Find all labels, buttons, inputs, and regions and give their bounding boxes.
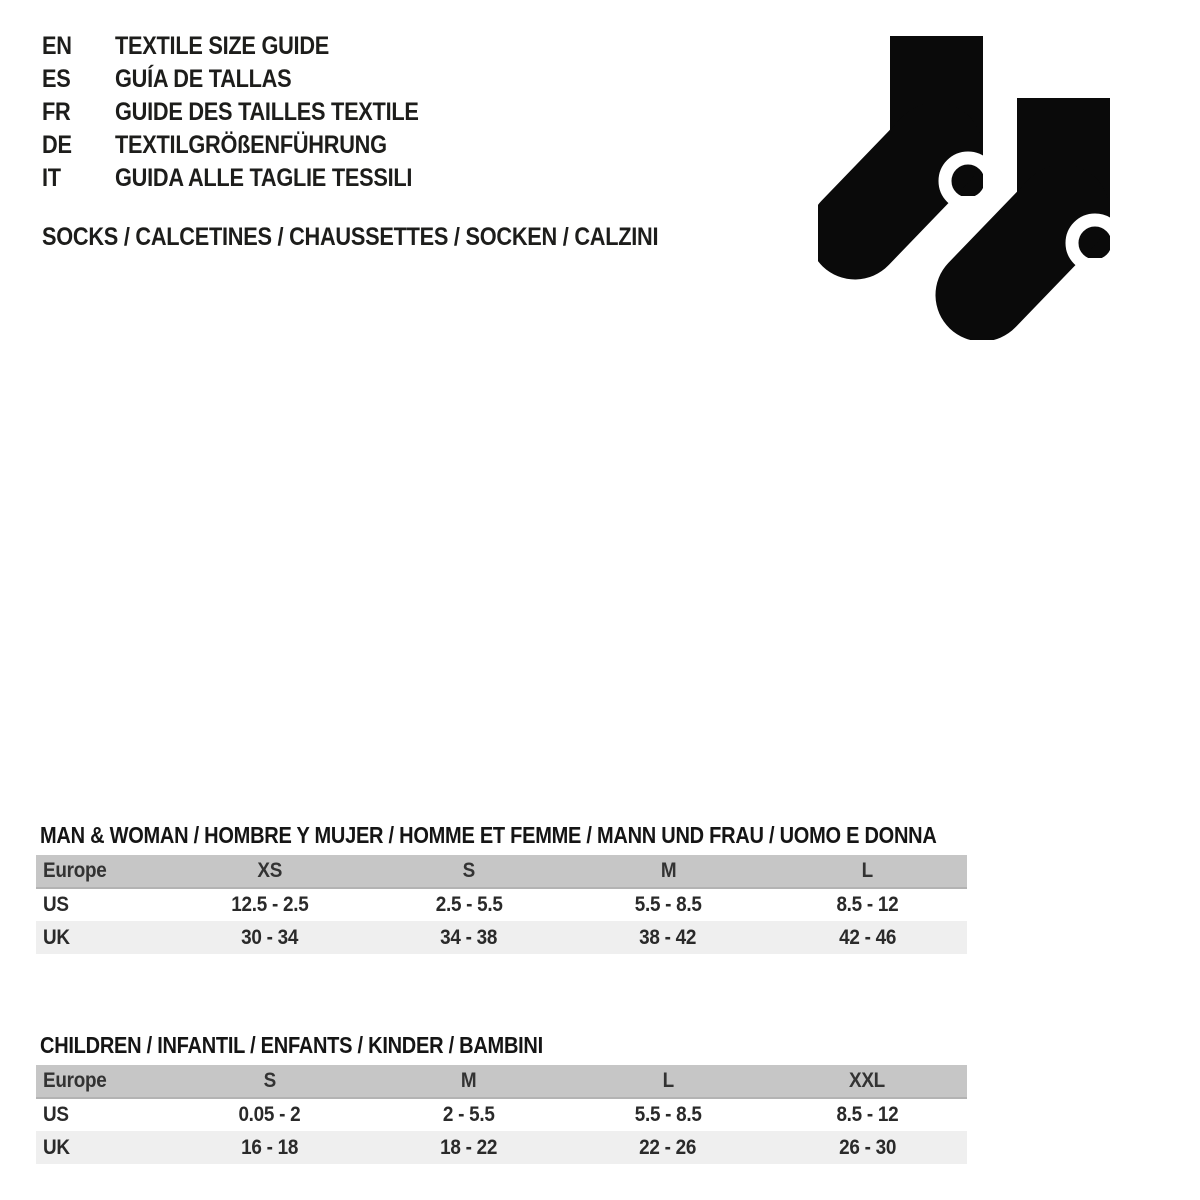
row-label [36,921,170,954]
language-code: IT [42,164,61,192]
size-header-cell [36,855,170,888]
size-cell [170,1131,369,1164]
size-header-cell [170,1065,369,1098]
table-row [36,1098,967,1131]
size-cell-text: 5.5 - 8.5 [634,893,702,916]
socks-icon [818,36,1110,340]
language-row [42,162,464,195]
size-header-cell [569,1065,768,1098]
language-label: GUÍA DE TALLAS [115,65,292,93]
language-row [42,129,464,162]
size-header-cell [170,855,369,888]
language-label: TEXTILE SIZE GUIDE [115,32,330,60]
section-title-text: MAN & WOMAN / HOMBRE Y MUJER / HOMME ET FEMME / MANN UND FRAU / UOMO E DONNA [40,822,937,848]
size-header-text: S [462,859,476,882]
language-label: GUIDA ALLE TAGLIE TESSILI [115,164,413,192]
size-cell-text: 8.5 - 12 [836,893,899,916]
size-cell [369,1131,568,1164]
size-table-man-woman [36,855,967,954]
language-label: TEXTILGRÖßENFÜHRUNG [115,131,387,159]
size-header-cell [569,855,768,888]
row-label-text: UK [43,1135,70,1159]
size-header-text: M [660,859,676,882]
size-header-text: Europe [43,1069,107,1092]
table-header-row [36,1065,967,1098]
language-code: DE [42,131,72,159]
language-label: GUIDE DES TAILLES TEXTILE [115,98,419,126]
size-header-text: Europe [43,859,107,882]
size-cell [768,1131,967,1164]
size-table-children [36,1065,967,1164]
size-cell-text: 12.5 - 2.5 [231,893,309,916]
size-cell-text: 34 - 38 [440,925,498,949]
size-cell [768,1098,967,1131]
language-code: EN [42,32,72,60]
size-header-cell [768,855,967,888]
size-cell-text: 5.5 - 8.5 [634,1103,702,1126]
language-code: FR [42,98,71,126]
section-title-children [36,1025,967,1065]
size-cell [768,888,967,921]
language-list [42,30,464,195]
size-cell [569,921,768,954]
row-label-text: US [43,1103,69,1126]
size-header-cell [36,1065,170,1098]
table-row [36,888,967,921]
size-cell [369,921,568,954]
row-label [36,888,170,921]
size-cell-text: 26 - 30 [838,1135,896,1159]
size-header-text: L [662,1069,674,1092]
language-row [42,30,464,63]
size-cell [768,921,967,954]
size-cell [170,888,369,921]
size-cell-text: 2.5 - 5.5 [435,893,503,916]
section-title-text: CHILDREN / INFANTIL / ENFANTS / KINDER / BAMBINI [40,1032,543,1058]
size-header-cell [768,1065,967,1098]
size-header-text: XS [257,859,283,882]
size-cell-text: 38 - 42 [639,925,697,949]
size-cell-text: 42 - 46 [838,925,896,949]
size-header-text: L [861,859,873,882]
size-header-text: S [263,1069,276,1092]
row-label-text: UK [43,925,70,949]
section-title-man-woman [36,815,967,855]
section-children [36,1025,967,1164]
size-header-text: XXL [849,1069,886,1092]
language-row [42,63,464,96]
size-header-cell [369,855,568,888]
size-cell [569,1131,768,1164]
size-cell [569,888,768,921]
size-cell [170,921,369,954]
size-cell-text: 22 - 26 [639,1135,697,1159]
size-cell-text: 18 - 22 [440,1135,498,1159]
size-cell-text: 8.5 - 12 [836,1103,899,1126]
size-cell-text: 30 - 34 [241,925,299,949]
size-cell [170,1098,369,1131]
size-header-text: M [461,1069,477,1092]
size-cell-text: 16 - 18 [241,1135,299,1159]
product-category-text: SOCKS / CALCETINES / CHAUSSETTES / SOCKEN / CALZINI [42,223,659,251]
row-label [36,1098,170,1131]
section-man-woman [36,815,967,954]
product-category-line [42,221,750,254]
table-header-row [36,855,967,888]
size-cell-text: 0.05 - 2 [238,1103,301,1126]
row-label [36,1131,170,1164]
size-cell [569,1098,768,1131]
size-cell [369,1098,568,1131]
size-cell-text: 2 - 5.5 [443,1103,495,1126]
language-code: ES [42,65,71,93]
table-row [36,1131,967,1164]
size-header-cell [369,1065,568,1098]
row-label-text: US [43,893,69,916]
size-cell [369,888,568,921]
table-row [36,921,967,954]
language-row [42,96,464,129]
